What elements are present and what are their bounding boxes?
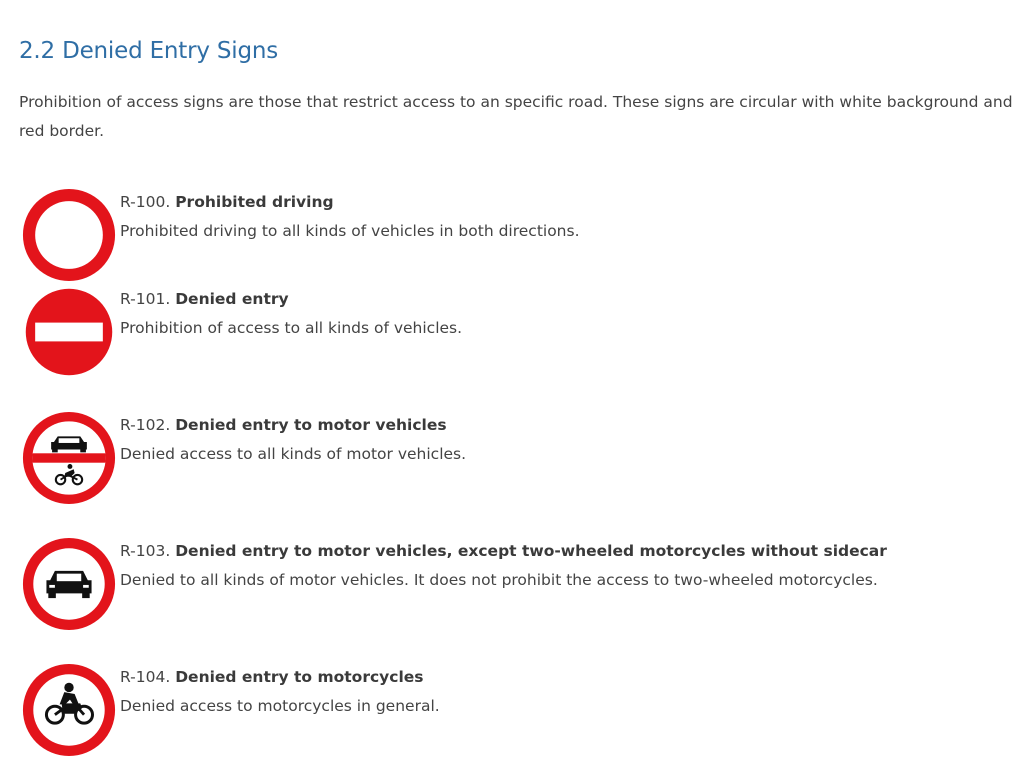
sign-description: Denied to all kinds of motor vehicles. It does not prohibit the access to two-wheeled motorcycles.: [120, 571, 878, 589]
sign-code: R-104.: [120, 668, 171, 686]
sign-code: R-100.: [120, 193, 171, 211]
section-intro: Prohibition of access signs are those that restrict access to an specific road. These signs are circular with white background and red border.: [19, 93, 1013, 140]
sign-name: Denied entry: [175, 290, 289, 308]
sign-description: Prohibition of access to all kinds of vehicles.: [120, 319, 463, 337]
sign-name: Denied entry to motorcycles: [175, 668, 424, 686]
sign-item-r100: [22, 188, 1022, 284]
no-entry-sign-icon: [22, 285, 116, 379]
sign-name: Denied entry to motor vehicles: [175, 416, 447, 434]
sign-name: Denied entry to motor vehicles, except two-wheeled motorcycles without sidecar: [175, 542, 887, 560]
sign-name: Prohibited driving: [175, 193, 334, 211]
sign-item-r104: [22, 663, 1022, 759]
sign-description: Prohibited driving to all kinds of vehicles in both directions.: [120, 222, 580, 240]
sign-item-r102: [22, 411, 1022, 507]
sign-title: [120, 663, 440, 692]
sign-item-r103: [22, 537, 1022, 633]
prohibited-driving-sign-icon: [22, 188, 116, 282]
sign-code: R-101.: [120, 290, 171, 308]
sign-title: [120, 285, 462, 314]
sign-description: Denied access to motorcycles in general.: [120, 697, 440, 715]
section-title: 2.2 Denied Entry Signs: [19, 38, 279, 64]
sign-description: Denied access to all kinds of motor vehicles.: [120, 445, 467, 463]
sign-title: [120, 537, 887, 566]
no-motorcycles-sign-icon: [22, 663, 116, 757]
sign-item-r101: [22, 285, 1022, 381]
no-cars-sign-icon: [22, 537, 116, 631]
sign-title: [120, 188, 580, 217]
sign-code: R-103.: [120, 542, 171, 560]
no-motor-vehicles-sign-icon: [22, 411, 116, 505]
sign-title: [120, 411, 466, 440]
sign-code: R-102.: [120, 416, 171, 434]
